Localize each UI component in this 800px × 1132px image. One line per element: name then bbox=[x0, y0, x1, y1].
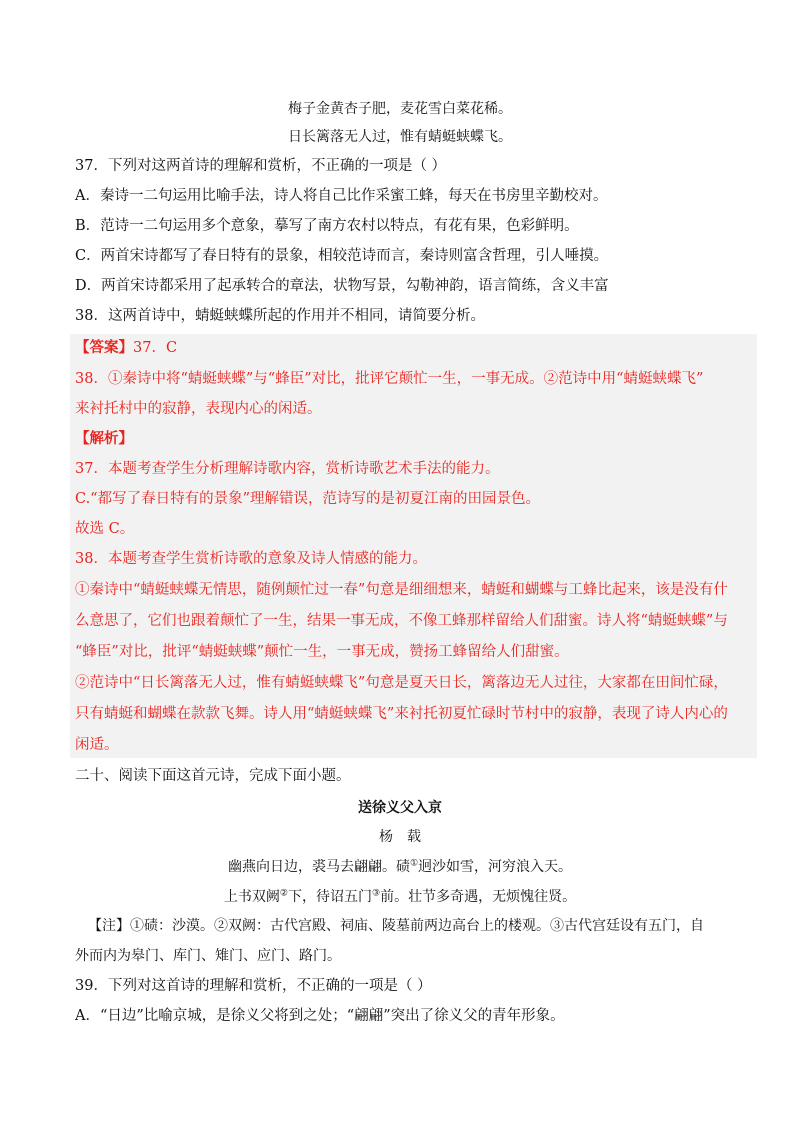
answer-q38-line-1: 38．①秦诗中将“蜻蜓蛱蝶”与“蜂臣”对比，批评它颠忙一生，一事无成。②范诗中用“蜻蜓蛱蝶飞” bbox=[75, 371, 704, 387]
analysis-37-line-3: 故选 C。 bbox=[75, 521, 135, 537]
poem-line-2: 日长篱落无人过，惟有蜻蜓蛱蝶飞。 bbox=[288, 129, 512, 145]
q37-option-c: C．两首宋诗都写了春日特有的景象，相较范诗而言，秦诗则富含哲理，引人唾摸。 bbox=[75, 248, 609, 264]
q37-option-a: A．秦诗一二句运用比喻手法，诗人将自己比作采蜜工蜂，每天在书房里辛勤校对。 bbox=[75, 188, 608, 204]
poem-line-1: 梅子金黄杏子肥，麦花雪白菜花稀。 bbox=[288, 101, 512, 117]
analysis-38-line-1: 38．本题考查学生赏析诗歌的意象及诗人情感的能力。 bbox=[75, 551, 427, 567]
q37-option-d: D．两首宋诗都采用了起承转合的章法，状物写景，勾勒神韵，语言简练，含义丰富 bbox=[75, 278, 609, 294]
analysis-37-line-1: 37．本题考查学生分析理解诗歌内容，赏析诗歌艺术手法的能力。 bbox=[75, 461, 500, 477]
q37-stem: 37．下列对这两首诗的理解和赏析，不正确的一项是（ ） bbox=[75, 158, 447, 174]
footnote-marker-1: ① bbox=[409, 858, 419, 869]
footnote-marker-3: ③ bbox=[372, 888, 381, 899]
analysis-37-line-2: C.“都写了春日特有的景象”理解错误，范诗写的是初夏江南的田园景色。 bbox=[75, 491, 541, 507]
q38-stem: 38．这两首诗中，蜻蜓蛱蝶所起的作用并不相同，请简要分析。 bbox=[75, 308, 485, 324]
poem-author: 杨 载 bbox=[379, 829, 421, 845]
poem-line-2: 上书双阙②下，待诏五门③前。壮节多奇遇，无烦愧往贤。 bbox=[223, 888, 577, 905]
poem-line-1: 幽燕向日边，裘马去翩翩。碛①迥沙如雪，河穷浪入天。 bbox=[227, 858, 573, 875]
q39-option-a: A．“日边”比喻京城，是徐义父将到之处；“翩翩”突出了徐义父的青年形象。 bbox=[75, 1008, 565, 1024]
analysis-38-line-4: “蜂臣”对比，批评“蜻蜓蛱蝶”颠忙一生，一事无成，赞扬工蜂留给人们甜蜜。 bbox=[75, 644, 569, 660]
analysis-38-line-2: ①秦诗中“蜻蜓蛱蝶无情思，随例颠忙过一春”句意是细细想来，蜻蜓和蝴蝶与工蜂比起来，该是没有什 bbox=[75, 582, 728, 598]
answer-tag: 【答案】 bbox=[75, 339, 133, 356]
analysis-38-line-6: 只有蜻蜓和蝴蝶在款款飞舞。诗人用“蜻蜓蛱蝶飞”来衬托初夏忙碌时节村中的寂静，表现了诗人内心的 bbox=[75, 706, 728, 722]
answer-analysis-box bbox=[70, 334, 757, 758]
note-line-2: 外而内为皋门、库门、雉门、应门、路门。 bbox=[75, 948, 341, 964]
analysis-38-line-7: 闲适。 bbox=[75, 737, 119, 753]
footnote-marker-2: ② bbox=[279, 888, 288, 899]
answer-q38-line-2: 来衬托村中的寂静，表现内心的闲适。 bbox=[75, 401, 322, 417]
note-line-1: 【注】①碛：沙漠。②双阙：古代宫殿、祠庙、陵墓前两边高台上的楼观。③古代宫廷设有五门，自 bbox=[88, 918, 704, 934]
analysis-38-line-3: 么意思了，它们也跟着颠忙了一生，结果一事无成，不像工蜂那样留给人们甜蜜。诗人将“蜻蜓蛱蝶”与 bbox=[75, 613, 728, 629]
answer-q37: 37．C bbox=[133, 340, 178, 356]
poem-title: 送徐义父入京 bbox=[358, 800, 442, 816]
q39-stem: 39．下列对这首诗的理解和赏析，不正确的一项是（ ） bbox=[75, 978, 432, 994]
q37-option-b: B．范诗一二句运用多个意象，摹写了南方农村以特点，有花有果，色彩鲜明。 bbox=[75, 218, 579, 234]
analysis-38-line-5: ②范诗中“日长篱落无人过，惟有蜻蜓蛱蝶飞”句意是夏天日长，篱落边无人过往，大家都在田间忙碌， bbox=[75, 675, 728, 691]
section-20-heading: 二十、阅读下面这首元诗，完成下面小题。 bbox=[75, 768, 351, 784]
analysis-tag: 【解析】 bbox=[75, 430, 133, 447]
answer-line bbox=[75, 338, 177, 358]
